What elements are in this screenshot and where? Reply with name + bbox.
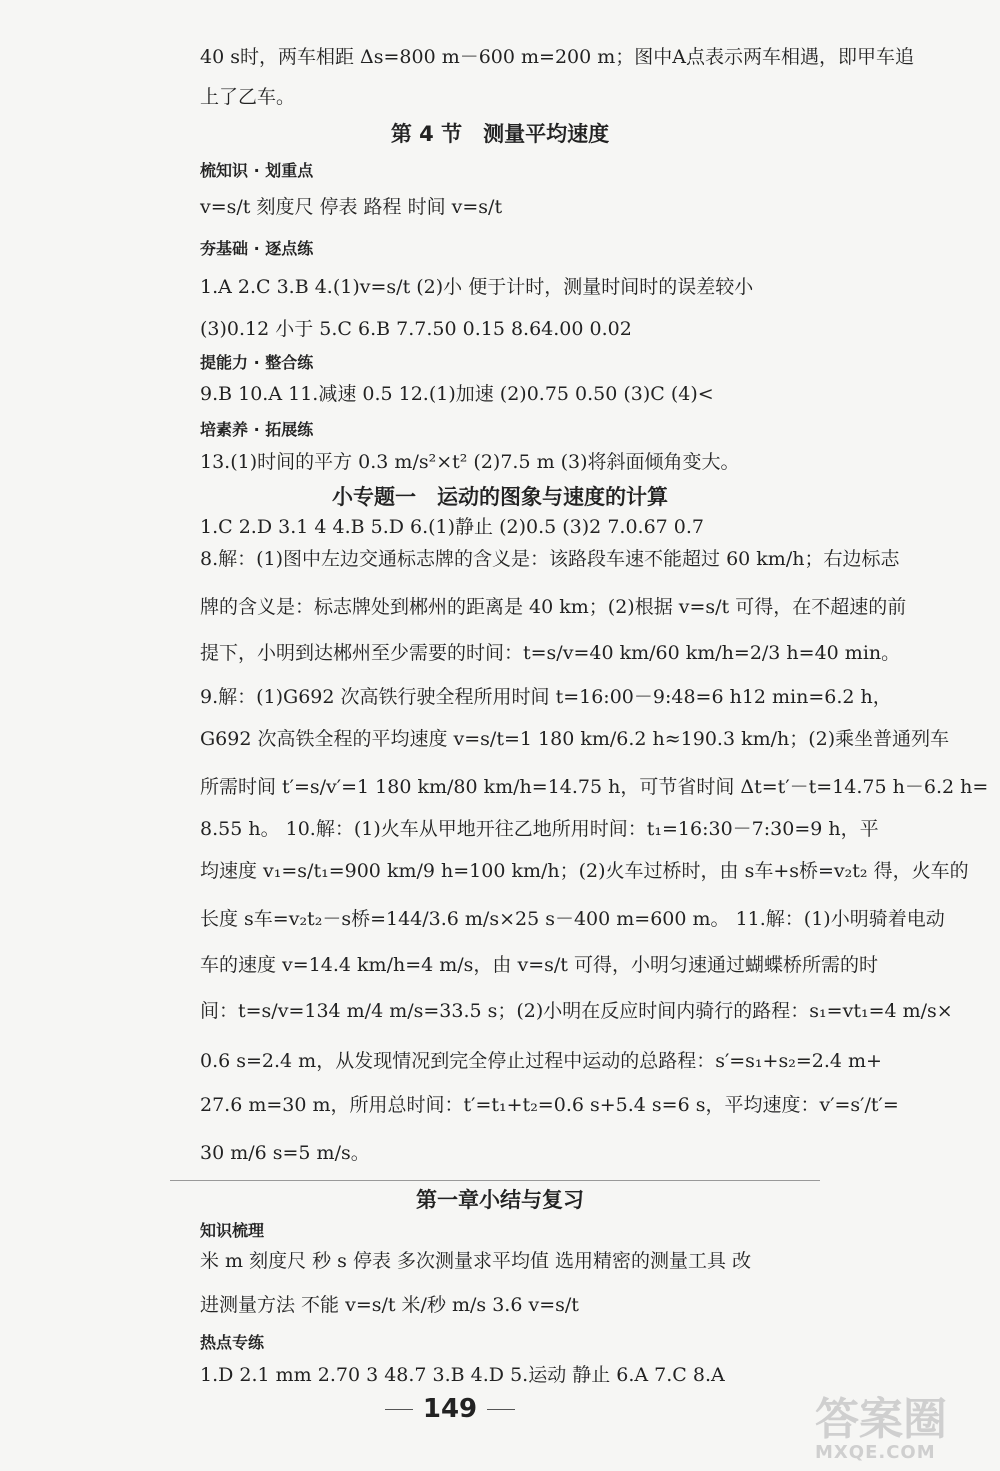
text-line: 8.解：(1)图中左边交通标志牌的含义是：该路段车速不能超过 60 km/h；右边标志 — [200, 548, 900, 570]
text-line: 1.C 2.D 3.1 4 4.B 5.D 6.(1)静止 (2)0.5 (3)2 7.0.67 0.7 — [200, 516, 705, 538]
text-line: 9.B 10.A 11.减速 0.5 12.(1)加速 (2)0.75 0.50 (3)C (4)< — [200, 383, 714, 405]
page-number — [0, 1394, 900, 1424]
text-line: 1.A 2.C 3.B 4.(1)v=s/t (2)小 便于计时，测量时间时的误差较小 — [200, 276, 754, 298]
text-line: 车的速度 v=14.4 km/h=4 m/s，由 v=s/t 可得，小明匀速通过蝴蝶桥所需的时 — [200, 954, 878, 976]
text-line: 0.6 s=2.4 m，从发现情况到完全停止过程中运动的总路程：s′=s₁+s₂=2.4 m+ — [200, 1050, 882, 1072]
chapter-heading: 第一章小结与复习 — [416, 1188, 584, 1212]
text-line: 30 m/6 s=5 m/s。 — [200, 1142, 370, 1164]
text-line: 8.55 h。 10.解：(1)火车从甲地开往乙地所用时间：t₁=16:30－7:30=9 h，平 — [200, 818, 879, 840]
text-line: 27.6 m=30 m，所用总时间：t′=t₁+t₂=0.6 s+5.4 s=6 s，平均速度：v′=s′/t′= — [200, 1094, 899, 1116]
text-line: 提下，小明到达郴州至少需要的时间：t=s/v=40 km/60 km/h=2/3 h=40 min。 — [200, 642, 901, 664]
text-line: (3)0.12 小于 5.C 6.B 7.7.50 0.15 8.64.00 0.02 — [200, 318, 632, 340]
text-line: 间：t=s/v=134 m/4 m/s=33.5 s；(2)小明在反应时间内骑行的路程：s₁=vt₁=4 m/s× — [200, 1000, 953, 1022]
text-line: G692 次高铁全程的平均速度 v=s/t=1 180 km/6.2 h≈190.3 km/h；(2)乘坐普通列车 — [200, 728, 950, 750]
text-line: 米 m 刻度尺 秒 s 停表 多次测量求平均值 选用精密的测量工具 改 — [200, 1250, 752, 1272]
subheading: 热点专练 — [200, 1333, 265, 1352]
section-heading: 第 4 节 测量平均速度 — [390, 122, 610, 146]
text-line: 均速度 v₁=s/t₁=900 km/9 h=100 km/h；(2)火车过桥时，由 s车+s桥=v₂t₂ 得，火车的 — [200, 860, 969, 882]
watermark-url: MXQE.COM — [815, 1442, 936, 1463]
text-line: 上了乙车。 — [200, 86, 296, 108]
subheading: 培素养 · 拓展练 — [200, 420, 314, 439]
text-line: v=s/t 刻度尺 停表 路程 时间 v=s/t — [200, 196, 503, 218]
topic-heading: 小专题一 运动的图象与速度的计算 — [332, 485, 668, 509]
text-line: 进测量方法 不能 v=s/t 米/秒 m/s 3.6 v=s/t — [200, 1294, 579, 1316]
subheading: 知识梳理 — [200, 1221, 265, 1240]
text-line: 所需时间 t′=s/v′=1 180 km/80 km/h=14.75 h，可节省时间 Δt=t′－t=14.75 h－6.2 h= — [200, 776, 989, 798]
watermark-logo-text: 答案圈 — [815, 1394, 947, 1445]
text-line: 9.解：(1)G692 次高铁行驶全程所用时间 t=16:00－9:48=6 h12 min=6.2 h， — [200, 686, 892, 708]
subheading: 梳知识 · 划重点 — [200, 161, 314, 180]
site-watermark — [815, 1394, 985, 1463]
text-line: 长度 s车=v₂t₂－s桥=144/3.6 m/s×25 s－400 m=600 m。 11.解：(1)小明骑着电动 — [200, 908, 945, 930]
subheading: 夯基础 · 逐点练 — [200, 239, 314, 258]
text-line: 13.(1)时间的平方 0.3 m/s²×t² (2)7.5 m (3)将斜面倾角变大。 — [200, 451, 740, 473]
subheading: 提能力 · 整合练 — [200, 353, 314, 372]
text-line: 40 s时，两车相距 Δs=800 m－600 m=200 m；图中A点表示两车相遇，即甲车追 — [200, 46, 915, 68]
text-line: 1.D 2.1 mm 2.70 3 48.7 3.B 4.D 5.运动 静止 6.A 7.C 8.A — [200, 1364, 725, 1386]
page-number-text: 149 — [422, 1394, 478, 1424]
text-line: 牌的含义是：标志牌处到郴州的距离是 40 km；(2)根据 v=s/t 可得，在不超速的前 — [200, 596, 907, 618]
divider — [170, 1180, 820, 1181]
